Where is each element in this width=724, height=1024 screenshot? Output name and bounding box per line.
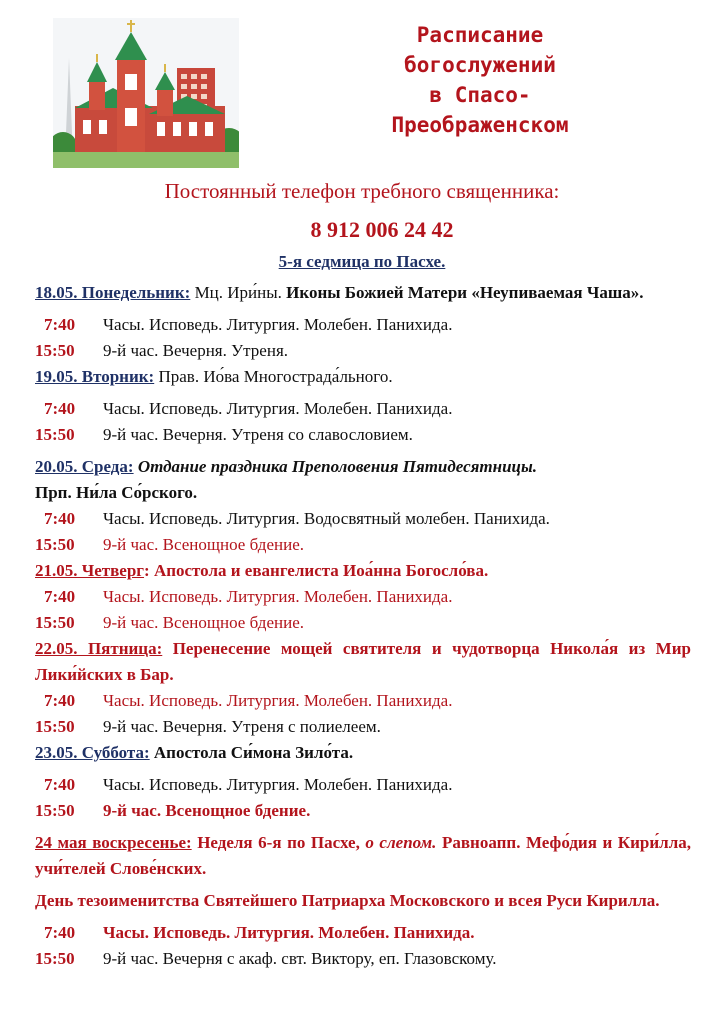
day-header xyxy=(35,636,691,688)
service-row xyxy=(35,532,691,558)
service-row xyxy=(35,584,691,610)
service-row xyxy=(35,714,691,740)
service-row xyxy=(35,688,691,714)
day-date: 23.05. Суббота: xyxy=(35,743,150,762)
service-time: 15:50 xyxy=(35,341,75,360)
service-row xyxy=(35,920,691,946)
day-header xyxy=(35,830,691,882)
service-time: 15:50 xyxy=(35,613,75,632)
service-text: 9-й час. Всенощное бдение. xyxy=(103,801,311,820)
day-feast: Отдание праздника Преполовения Пятидесятницы. xyxy=(133,457,538,476)
service-time: 15:50 xyxy=(35,801,75,820)
service-row xyxy=(35,506,691,532)
title-line: богослужений xyxy=(404,53,556,77)
day-saint: Мц. Ири́ны. xyxy=(190,283,287,302)
service-text: 9-й час. Вечерня с акаф. свт. Виктору, еп. Глазовскому. xyxy=(103,949,497,968)
service-text: Часы. Исповедь. Литургия. Молебен. Панихида. xyxy=(103,399,453,418)
day-saint: Прп. Ни́ла Со́рского. xyxy=(35,483,198,502)
page-title xyxy=(330,20,630,140)
week-heading: 5-я седмица по Пасхе. xyxy=(278,252,446,271)
service-time: 7:40 xyxy=(44,587,76,606)
day-feast: Иконы Божией Матери «Неупиваемая Чаша». xyxy=(286,283,644,302)
service-text: 9-й час. Вечерня. Утреня. xyxy=(103,341,289,360)
day-date: 19.05. Вторник: xyxy=(35,367,155,386)
day-date: 20.05. Среда: xyxy=(35,457,134,476)
day-header xyxy=(35,364,691,390)
title-line: в Спасо- xyxy=(429,83,531,107)
day-header xyxy=(35,454,691,506)
service-row xyxy=(35,772,691,798)
service-text: 9-й час. Всенощное бдение. xyxy=(103,613,304,632)
service-time: 15:50 xyxy=(35,949,75,968)
service-row xyxy=(35,798,691,824)
phone-label: Постоянный телефон требного священника: xyxy=(164,179,560,203)
day-saint: Прав. Ио́ва Многострада́льного. xyxy=(154,367,393,386)
service-text: Часы. Исповедь. Литургия. Молебен. Панихида. xyxy=(103,691,453,710)
service-row xyxy=(35,610,691,636)
service-text: Часы. Исповедь. Литургия. Водосвятный молебен. Панихида. xyxy=(103,509,550,528)
service-text: 9-й час. Вечерня. Утреня со славословием. xyxy=(103,425,413,444)
service-time: 7:40 xyxy=(44,691,76,710)
title-line: Расписание xyxy=(416,23,544,47)
service-row xyxy=(35,312,691,338)
day-note: День тезоименитства Святейшего Патриарха Московского и всея Руси Кирилла. xyxy=(35,891,660,910)
schedule xyxy=(35,280,691,972)
day-header xyxy=(35,740,691,766)
service-row xyxy=(35,422,691,448)
service-time: 7:40 xyxy=(44,923,76,942)
service-time: 7:40 xyxy=(44,509,76,528)
service-text: 9-й час. Всенощное бдение. xyxy=(103,535,304,554)
day-feast: Перенесение мощей святителя и чудотворца Никола́я из Мир Лики́йских в Бар. xyxy=(35,639,691,684)
service-time: 7:40 xyxy=(44,399,76,418)
phone-number: 8 912 006 24 42 xyxy=(310,217,454,242)
day-feast: Апостола Си́мона Зило́та. xyxy=(149,743,354,762)
service-row xyxy=(35,946,691,972)
day-date: 21.05. Четверг xyxy=(35,561,145,580)
service-text: 9-й час. Вечерня. Утреня с полиелеем. xyxy=(103,717,381,736)
day-date: 22.05. Пятница: xyxy=(35,639,163,658)
service-text: Часы. Исповедь. Литургия. Молебен. Панихида. xyxy=(103,923,475,942)
service-time: 15:50 xyxy=(35,717,75,736)
day-feast: : Апостола и евангелиста Иоа́нна Богосло́ва. xyxy=(144,561,489,580)
service-row xyxy=(35,396,691,422)
service-text: Часы. Исповедь. Литургия. Молебен. Панихида. xyxy=(103,315,453,334)
day-saint: Равноапп. Мефо́дия и Кири́лла, учи́телей Слове́нских. xyxy=(35,833,691,878)
day-feast: Неделя 6-я по Пасхе, xyxy=(191,833,366,852)
church-image xyxy=(53,18,239,168)
church-illustration xyxy=(53,18,239,168)
day-header xyxy=(35,280,691,306)
service-time: 15:50 xyxy=(35,425,75,444)
day-date: 24 мая воскресенье: xyxy=(35,833,192,852)
day-header xyxy=(35,558,691,584)
service-row xyxy=(35,338,691,364)
service-text: Часы. Исповедь. Литургия. Молебен. Панихида. xyxy=(103,587,453,606)
service-time: 7:40 xyxy=(44,315,76,334)
service-time: 15:50 xyxy=(35,535,75,554)
service-text: Часы. Исповедь. Литургия. Молебен. Панихида. xyxy=(103,775,453,794)
service-time: 7:40 xyxy=(44,775,76,794)
title-line: Преображенском xyxy=(391,113,569,137)
day-feast-italic: о слепом. xyxy=(365,833,437,852)
day-date: 18.05. Понедельник: xyxy=(35,283,191,302)
